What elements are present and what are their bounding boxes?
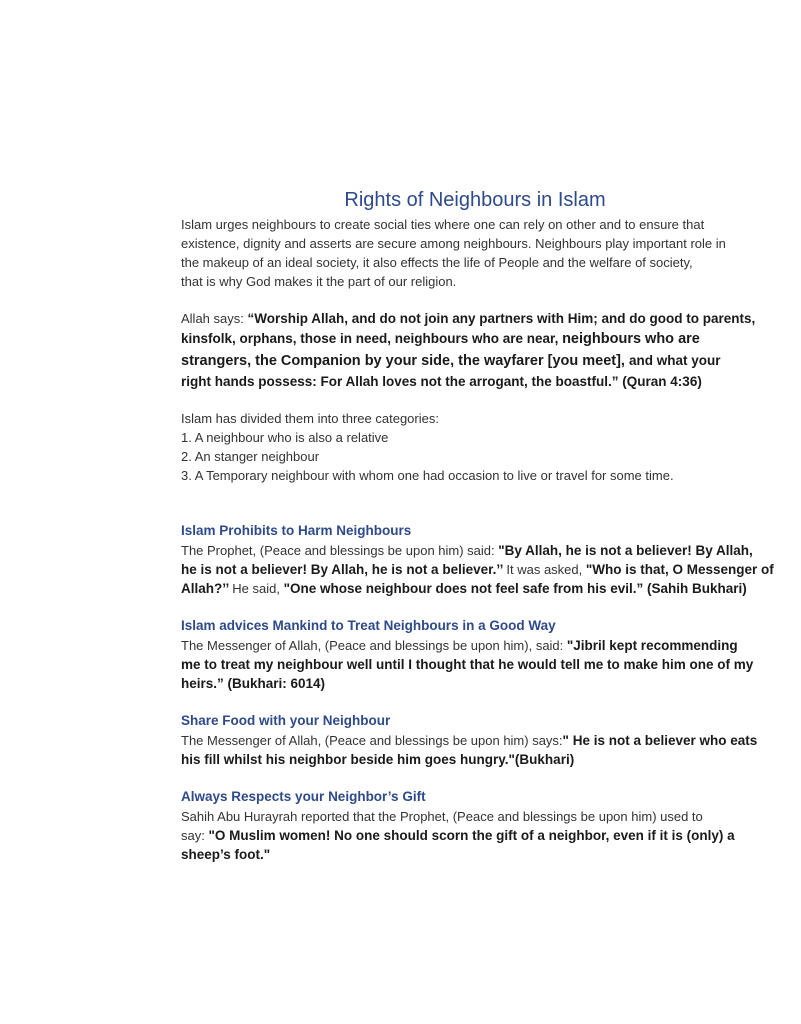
quote-text: strangers, the Companion by your side, the wayfarer [you meet],: [181, 353, 629, 369]
section-treat-well: [181, 616, 801, 693]
categories-intro: Islam has divided them into three categories:: [181, 411, 439, 426]
intro-line: that is why God makes it the part of our religion.: [181, 274, 457, 289]
section-line: Sahih Abu Hurayrah reported that the Prophet, (Peace and blessings be upon him) used to: [181, 809, 703, 824]
section-line: he is not a believer! By Allah, he is not a believer.’’ It was asked, "Who is that, O Messenger of: [181, 562, 774, 577]
section-line: heirs.” (Bukhari: 6014): [181, 676, 326, 691]
section-line: his fill whilst his neighbor beside him goes hungry."(Bukhari): [181, 752, 575, 767]
section-line: Allah?’’ He said, "One whose neighbour does not feel safe from his evil.” (Sahih Bukhari): [181, 581, 747, 596]
section-line: say: "O Muslim women! No one should scorn the gift of a neighbor, even if it is (only) a: [181, 828, 735, 843]
quote-line: [181, 350, 801, 372]
intro-line: the makeup of an ideal society, it also effects the life of People and the welfare of society,: [181, 255, 693, 270]
quote-text: neighbours who are: [562, 331, 700, 347]
section-gift: [181, 787, 801, 864]
section-heading: Islam advices Mankind to Treat Neighbours in a Good Way: [181, 618, 556, 633]
page-title: Rights of Neighbours in Islam: [344, 189, 606, 211]
section-line: The Messenger of Allah, (Peace and blessings be upon him) says:" He is not a believer who eats: [181, 733, 758, 748]
categories-list: [181, 409, 801, 485]
section-share-food: [181, 711, 801, 769]
quote-prefix: Allah says:: [181, 311, 248, 326]
section-harm: [181, 521, 801, 598]
quote-line: [181, 372, 801, 391]
section-line: me to treat my neighbour well until I thought that he would tell me to make him one of my: [181, 657, 754, 672]
section-heading: Always Respects your Neighbor’s Gift: [181, 789, 426, 804]
section-line: The Messenger of Allah, (Peace and blessings be upon him), said: "Jibril kept recommending: [181, 638, 738, 653]
quote-line: [181, 309, 801, 328]
intro-line: existence, dignity and asserts are secure among neighbours. Neighbours play important role in: [181, 236, 726, 251]
quote-text: kinsfolk, orphans, those in need, neighbours who are near,: [181, 331, 563, 346]
section-heading: Share Food with your Neighbour: [181, 713, 391, 728]
section-line: The Prophet, (Peace and blessings be upon him) said: "By Allah, he is not a believer! By Allah,: [181, 543, 753, 558]
section-line: sheep’s foot.": [181, 847, 271, 862]
quote-line: [181, 328, 801, 350]
category-item: 2. An stanger neighbour: [181, 449, 320, 464]
category-item: 3. A Temporary neighbour with whom one had occasion to live or travel for some time.: [181, 468, 674, 483]
quote-text: “Worship Allah, and do not join any partners with Him; and do good to parents,: [247, 311, 756, 326]
category-item: 1. A neighbour who is also a relative: [181, 430, 389, 445]
document-body: [181, 185, 774, 885]
quote-text: right hands possess: For Allah loves not the arrogant, the boastful.” (Quran 4:36): [181, 374, 702, 389]
intro-line: Islam urges neighbours to create social ties where one can rely on other and to ensure that: [181, 217, 705, 232]
intro-paragraph: [181, 215, 801, 291]
quote-text: and what your: [629, 353, 721, 368]
section-heading: Islam Prohibits to Harm Neighbours: [181, 523, 412, 538]
quran-quote: [181, 309, 801, 391]
